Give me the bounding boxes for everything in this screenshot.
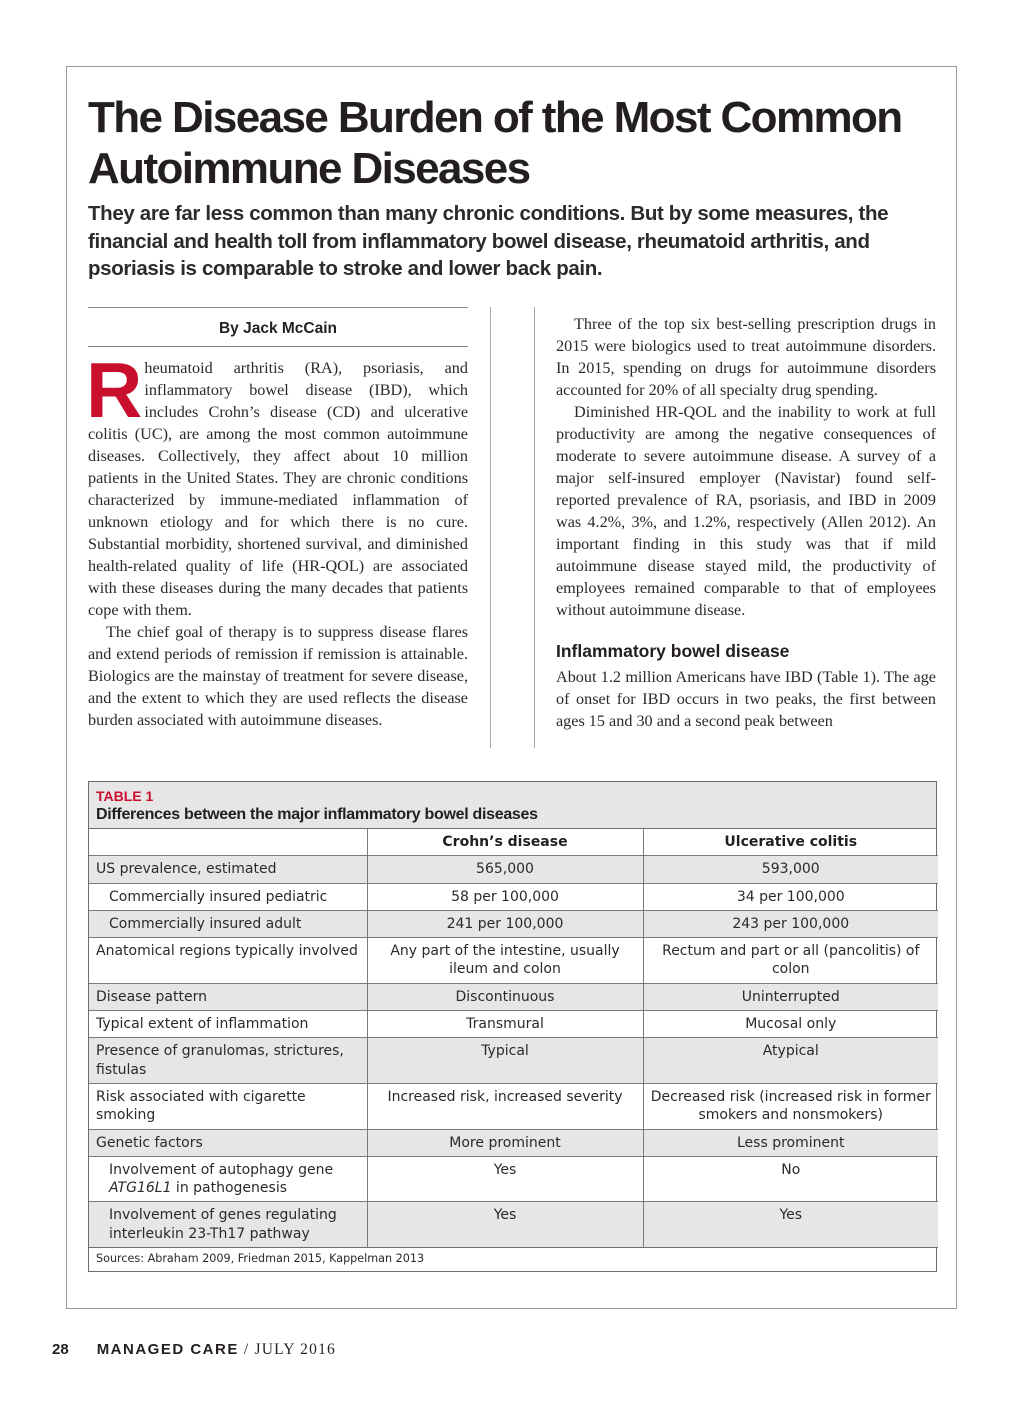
row-label-post: in pathogenesis [171, 1180, 288, 1197]
table-row [89, 938, 938, 984]
cell-crohns: 241 per 100,000 [367, 910, 643, 937]
column-header-uc: Ulcerative colitis [643, 829, 938, 856]
body-paragraph: Three of the top six best-selling prescription drugs in 2015 were biologics used to treat autoimmune disorders. In 2015, spending on drugs for autoimmune disorders accounted for 20% of all specialty drug spending. [556, 315, 936, 399]
byline: By Jack McCain [218, 320, 338, 337]
article-deck: They are far less common than many chronic conditions. But by some measures, the financial and health toll from inflammatory bowel disease, rheumatoid arthritis, and psoriasis is comparable to stroke and lower back pain. [88, 202, 889, 280]
left-column [86, 346, 468, 731]
row-label: Presence of granulomas, strictures, fistulas [89, 1038, 367, 1084]
cell-crohns: Any part of the intestine, usually ileum and colon [367, 938, 643, 984]
table-sources-row [89, 1248, 938, 1272]
row-label: US prevalence, estimated [89, 856, 367, 883]
cell-uc: Rectum and part or all (pancolitis) of colon [643, 938, 938, 984]
cell-crohns: 58 per 100,000 [367, 883, 643, 910]
column-divider [534, 307, 535, 748]
cell-crohns: 565,000 [367, 856, 643, 883]
article-title: The Disease Burden of the Most Common Autoimmune Diseases [88, 93, 902, 193]
gene-name: ATG16L1 [109, 1180, 172, 1197]
cell-crohns: Increased risk, increased severity [367, 1083, 643, 1129]
publication-name: MANAGED CARE [96, 1341, 239, 1358]
cell-uc: Yes [643, 1202, 938, 1248]
table-row [89, 856, 938, 883]
cell-uc: No [643, 1156, 938, 1202]
cell-uc: 34 per 100,000 [643, 883, 938, 910]
drop-cap: R [86, 346, 141, 434]
body-paragraph: About 1.2 million Americans have IBD (Table 1). The age of onset for IBD occurs in two peaks, the first between ages 15 and 30 and a second peak between [556, 668, 936, 730]
table-1 [88, 781, 937, 1272]
table-column-headers [89, 829, 938, 856]
footer-separator: / [238, 1341, 255, 1358]
cell-crohns: Typical [367, 1038, 643, 1084]
table-row [89, 883, 938, 910]
cell-uc: Mucosal only [643, 1011, 938, 1038]
cell-crohns: Transmural [367, 1011, 643, 1038]
row-label: Anatomical regions typically involved [89, 938, 367, 984]
cell-uc: 243 per 100,000 [643, 910, 938, 937]
cell-uc: Uninterrupted [643, 983, 938, 1010]
column-header-crohns: Crohn’s disease [367, 829, 643, 856]
table-label: TABLE 1 [96, 788, 154, 804]
cell-uc: Decreased risk (increased risk in former smokers and nonsmokers) [643, 1083, 938, 1129]
row-label: Commercially insured adult [89, 910, 367, 937]
cell-crohns: Yes [367, 1156, 643, 1202]
page-footer [52, 1340, 336, 1360]
cell-uc: Atypical [643, 1038, 938, 1084]
row-label-pre: Involvement of autophagy gene [109, 1161, 334, 1178]
table-row [89, 1129, 938, 1156]
row-label: Disease pattern [89, 983, 367, 1010]
table-row [89, 1083, 938, 1129]
right-column [556, 313, 936, 732]
page-number: 28 [52, 1341, 69, 1358]
table-header [89, 782, 936, 829]
comparison-table [89, 829, 938, 1271]
row-label: Commercially insured pediatric [89, 883, 367, 910]
cell-crohns: Yes [367, 1202, 643, 1248]
row-label: Involvement of genes regulating interleukin 23-Th17 pathway [89, 1202, 367, 1248]
paragraph-text: heumatoid arthritis (RA), psoriasis, and inflammatory bowel disease (IBD), which includes Crohn’s disease (CD) and ulcerative colitis (UC), are among the most common autoimmune diseases. Collectively, they affect about 10 million patients in the United States. They are chronic conditions characterized by immune-mediated inflammation of unknown etiology and for which there is no cure. Substantial morbidity, shortened survival, and diminished health-related quality of life (HR-QOL) are associated with these diseases during the many decades that patients cope with them. [88, 359, 468, 619]
row-label: Risk associated with cigarette smoking [89, 1083, 367, 1129]
byline-rule-bottom [88, 346, 468, 347]
row-label: Genetic factors [89, 1129, 367, 1156]
row-label [89, 1156, 367, 1202]
table-title: Differences between the major inflammatory bowel diseases [96, 806, 538, 823]
cell-crohns: More prominent [367, 1129, 643, 1156]
table-row [89, 1011, 938, 1038]
row-label: Typical extent of inflammation [89, 1011, 367, 1038]
table-row [89, 983, 938, 1010]
table-row [89, 1156, 938, 1202]
table-row [89, 1202, 938, 1248]
cell-uc: Less prominent [643, 1129, 938, 1156]
body-paragraph [86, 346, 468, 621]
byline-rule-top [88, 307, 468, 308]
table-row [89, 1038, 938, 1084]
column-header-empty [89, 829, 367, 856]
body-paragraph: Diminished HR-QOL and the inability to work at full productivity are among the negative consequences of moderate to severe autoimmune disease. A survey of a major self-insured employer (Navistar) found self-reported prevalence of RA, psoriasis, and IBD in 2009 was 4.2%, 3%, and 1.2%, respectively (Allen 2012). An important finding in this study was that if mild autoimmune disease stayed mild, the productivity of employees remained comparable to that of employees without autoimmune disease. [556, 403, 936, 619]
cell-uc: 593,000 [643, 856, 938, 883]
column-divider [490, 307, 491, 748]
section-heading: Inflammatory bowel disease [556, 641, 790, 661]
body-paragraph: The chief goal of therapy is to suppress disease flares and extend periods of remission if remission is attainable. Biologics are the mainstay of treatment for severe disease, and the extent to which they are used reflects the disease burden associated with autoimmune diseases. [88, 623, 468, 729]
issue-date: JULY 2016 [254, 1341, 336, 1358]
table-sources: Sources: Abraham 2009, Friedman 2015, Kappelman 2013 [89, 1248, 938, 1272]
cell-crohns: Discontinuous [367, 983, 643, 1010]
table-row [89, 910, 938, 937]
